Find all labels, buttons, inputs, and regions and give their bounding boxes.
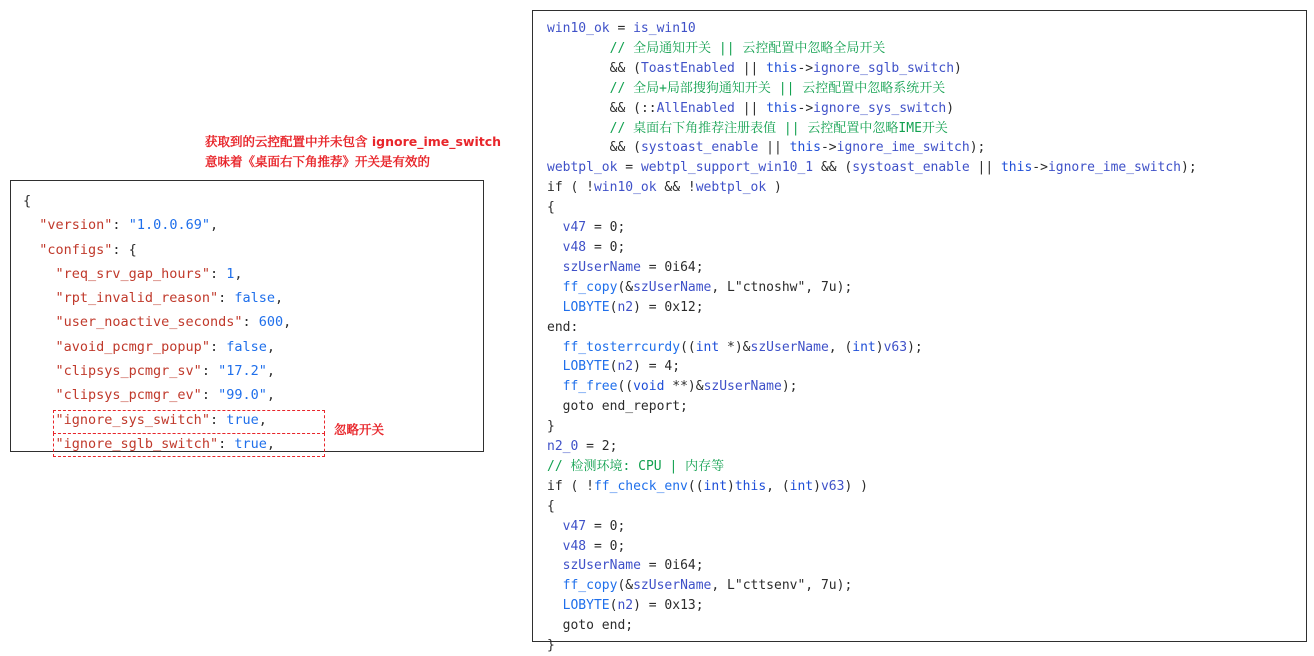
annotation-note [205,132,501,172]
annotation-line-2: 意味着《桌面右下角推荐》开关是有效的 [205,154,431,169]
json-config-panel [10,180,484,452]
decompiled-code: win10_ok = is_win10 // 全局通知开关 || 云控配置中忽略全局开关 && (ToastEnabled || this->ignore_sglb_switch) // 全局+局部搜狗通知开关 || 云控配置中忽略系统开关 && (::AllEnabled || this->ignore_sys_switch) // 桌面右下角推荐注册表值 || 云控配置中忽略IME开关 && (systoast_enable || this->ignore_ime_switch); webtpl_ok = webtpl_support_win10_1 && (systoast_enable || this->ignore_ime_switch); if ( !win10_ok && !webtpl_ok ) { v47 = 0; v48 = 0; szUserName = 0i64; ff_copy(&szUserName, L"ctnoshw", 7u); LOBYTE(n2) = 0x12; end: ff_tosterrcurdy((int *)&szUserName, (int)v63); LOBYTE(n2) = 4; ff_free((void **)&szUserName); goto end_report; } n2_0 = 2; // 检测环境: CPU | 内存等 if ( !ff_check_env((int)this, (int)v63) ) { v47 = 0; v48 = 0; szUserName = 0i64; ff_copy(&szUserName, L"cttsenv", 7u); LOBYTE(n2) = 0x13; goto end; } [547,21,1197,654]
json-config-code: { "version": "1.0.0.69", "configs": { "req_srv_gap_hours": 1, "rpt_invalid_reason": false, "user_noactive_seconds": 600, "avoid_pcmgr_popup": false, "clipsys_pcmgr_sv": "17.2", "clipsys_pcmgr_ev": "99.0", "ignore_sys_switch": true, "ignore_sglb_switch": true, [23,193,292,452]
annotation-line-1: 获取到的云控配置中并未包含 ignore_ime_switch [205,134,502,149]
decompiled-code-panel [532,10,1307,654]
ignore-switch-annotation: 忽略开关 [334,422,385,437]
